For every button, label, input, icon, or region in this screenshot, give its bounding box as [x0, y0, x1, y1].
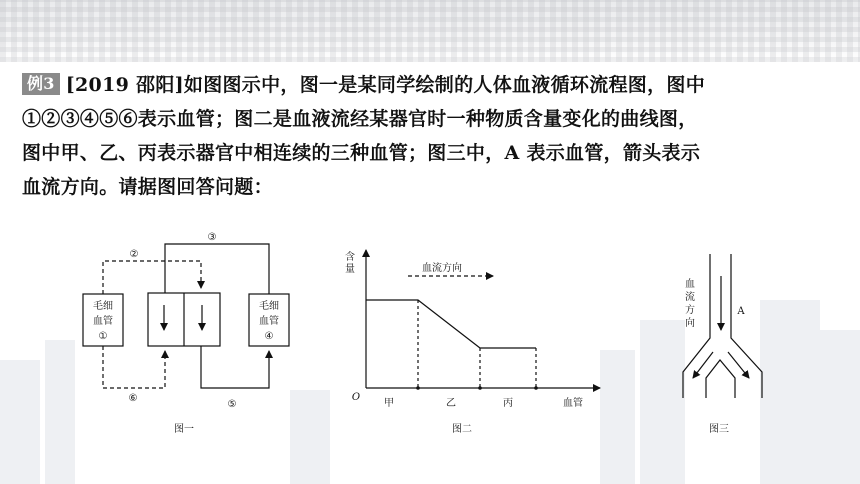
- figure-1-labels: [93, 232, 279, 435]
- flow-label-char-3: 方: [685, 305, 695, 316]
- origin-label: O: [351, 392, 361, 403]
- box4-line2: 血管: [259, 316, 279, 327]
- label-vessel-2: ②: [129, 249, 139, 260]
- figure-1-caption: 图一: [174, 424, 194, 435]
- x-label-jia: 甲: [384, 398, 394, 409]
- ylabel-char-1: 含: [345, 252, 355, 263]
- vessel-a-label: A: [737, 306, 745, 317]
- x-label-bing: 丙: [503, 398, 513, 409]
- figure-3-labels: [685, 278, 745, 435]
- box1-line3: ①: [98, 331, 108, 342]
- label-vessel-3: ③: [207, 232, 217, 243]
- vessel-5: [201, 346, 269, 388]
- question-line-2: ①②③④⑤⑥表示血管；图二是血液流经某器官时一种物质含量变化的曲线图，: [22, 108, 698, 130]
- figure-2-labels: [345, 250, 583, 435]
- label-vessel-6: ⑥: [128, 393, 138, 404]
- vessel-3: [165, 244, 269, 294]
- ylabel-char-2: 量: [345, 264, 355, 275]
- label-vessel-5: ⑤: [227, 399, 237, 410]
- content-curve: [366, 300, 536, 348]
- figure-2-caption: 图二: [452, 424, 472, 435]
- figure-2-content-curve: [366, 250, 600, 388]
- box1-line1: 毛细: [93, 301, 113, 312]
- question-line-4: 血流方向。请据图回答问题：: [22, 176, 273, 198]
- box1-line2: 血管: [93, 316, 113, 327]
- flow-direction-label: 血流方向: [422, 263, 462, 274]
- question-line-1: [2019 邵阳]如图图示中，图一是某同学绘制的人体血液循环流程图，图中: [65, 74, 706, 96]
- question-line-3: 图中甲、乙、丙表示器官中相连续的三种血管；图三中，A 表示血管，箭头表示: [22, 142, 701, 164]
- box4-line1: 毛细: [259, 301, 279, 312]
- box4-line3: ④: [264, 331, 274, 342]
- flow-label-char-4: 向: [685, 318, 695, 329]
- figure-3-caption: 图三: [709, 424, 729, 435]
- flow-label-char-2: 流: [685, 292, 695, 303]
- vessel-2: [103, 261, 201, 294]
- x-label-yi: 乙: [446, 398, 456, 409]
- example-tag: 例3: [22, 73, 60, 95]
- flow-label-char-1: 血: [685, 279, 695, 290]
- vessel-6: [103, 346, 165, 388]
- x-axis-label: 血管: [563, 398, 583, 409]
